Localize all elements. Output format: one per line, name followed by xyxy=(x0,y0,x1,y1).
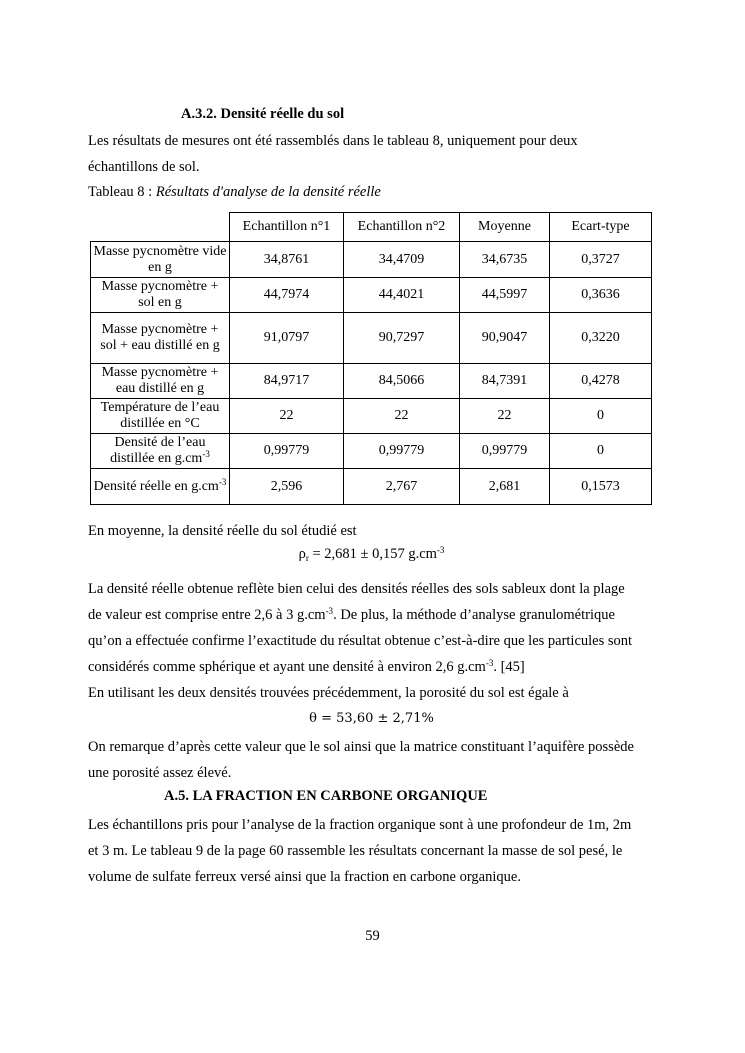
table-header: Ecart-type xyxy=(550,213,652,242)
table-header-row xyxy=(91,213,652,242)
section2-heading: A.5. LA FRACTION EN CARBONE ORGANIQUE xyxy=(164,788,488,804)
table-cell: 34,8761 xyxy=(230,242,344,278)
table-cell: 0 xyxy=(550,434,652,469)
table-row xyxy=(91,434,652,469)
table-cell: 22 xyxy=(230,399,344,434)
table-row xyxy=(91,399,652,434)
table-cell: 34,6735 xyxy=(460,242,550,278)
para2-line-2: de valeur est comprise entre 2,6 à 3 $g.cm^{-3}$. De plus, la méthode d’analyse granulométrique xyxy=(88,606,615,623)
table-cell: 22 xyxy=(460,399,550,434)
table-header: Echantillon n°1 xyxy=(230,213,344,242)
row-label: Densité de l’eau distillée en $g.cm^{-3}$ xyxy=(91,434,230,469)
table-cell: 0 xyxy=(550,399,652,434)
para5-line-1: Les échantillons pris pour l’analyse de la fraction organique sont à une profondeur de 1m, 2m xyxy=(88,817,632,833)
para4-line-1: On remarque d’après cette valeur que le sol ainsi que la matrice constituant l’aquifère possède xyxy=(88,739,634,755)
table-caption-prefix: Tableau 8 : xyxy=(88,184,156,200)
formula-density-text: $\rho_r = 2,681 \pm 0,157$ $g.cm^{-3}$ xyxy=(298,545,445,563)
section-heading: A.3.2. Densité réelle du sol xyxy=(181,106,345,122)
para5-line-2: et 3 m. Le tableau 9 de la page 60 rassemble les résultats concernant la masse de sol pesé, le xyxy=(88,843,623,859)
table-cell: 0,99779 xyxy=(230,434,344,469)
table-cell: 84,9717 xyxy=(230,364,344,399)
table-cell: 2,596 xyxy=(230,469,344,505)
table-cell: 90,7297 xyxy=(344,313,460,364)
table-caption xyxy=(88,184,381,201)
table-cell: 84,7391 xyxy=(460,364,550,399)
row-label: Masse pycnomètre + sol + eau distillé en g xyxy=(91,313,230,364)
table-header: Echantillon n°2 xyxy=(344,213,460,242)
table-row xyxy=(91,278,652,313)
table-cell: 44,4021 xyxy=(344,278,460,313)
table-cell: 0,4278 xyxy=(550,364,652,399)
table-cell: 0,3727 xyxy=(550,242,652,278)
table-row xyxy=(91,364,652,399)
page-number: 59 xyxy=(365,928,380,944)
table-cell: 0,3636 xyxy=(550,278,652,313)
para5-line-3: volume de sulfate ferreux versé ainsi que la fraction en carbone organique. xyxy=(88,869,521,885)
table-cell: 44,5997 xyxy=(460,278,550,313)
table-cell: 2,767 xyxy=(344,469,460,505)
formula-density xyxy=(88,546,655,563)
table-cell: 0,3220 xyxy=(550,313,652,364)
intro-line-2: échantillons de sol. xyxy=(88,159,200,175)
table-cell: 91,0797 xyxy=(230,313,344,364)
table-cell: 34,4709 xyxy=(344,242,460,278)
para2-line-1: La densité réelle obtenue reflète bien celui des densités réelles des sols sableux dont la plage xyxy=(88,581,625,597)
row-label: Masse pycnomètre vide en g xyxy=(91,242,230,278)
table-header: Moyenne xyxy=(460,213,550,242)
table-cell: 0,1573 xyxy=(550,469,652,505)
table-row xyxy=(91,242,652,278)
row-label: Masse pycnomètre + eau distillé en g xyxy=(91,364,230,399)
row-label: Masse pycnomètre + sol en g xyxy=(91,278,230,313)
formula-porosity: θ = 53,60 ± 2,71% xyxy=(309,711,434,726)
table-cell: 0,99779 xyxy=(344,434,460,469)
table-row xyxy=(91,313,652,364)
table-cell: 0,99779 xyxy=(460,434,550,469)
table-cell: 2,681 xyxy=(460,469,550,505)
table-caption-title: Résultats d'analyse de la densité réelle xyxy=(155,184,381,200)
table-cell: 22 xyxy=(344,399,460,434)
intro-line-1: Les résultats de mesures ont été rassemblés dans le tableau 8, uniquement pour deux xyxy=(88,133,578,149)
table-row xyxy=(91,469,652,505)
density-table xyxy=(90,212,652,505)
table-cell: 44,7974 xyxy=(230,278,344,313)
table-cell: 84,5066 xyxy=(344,364,460,399)
para4-line-2: une porosité assez élevé. xyxy=(88,765,232,781)
row-label: Densité réelle en $g.cm^{-3}$ xyxy=(91,469,230,505)
table-corner xyxy=(91,213,230,242)
mean-sentence: En moyenne, la densité réelle du sol étudié est xyxy=(88,523,357,539)
row-label: Température de l’eau distillée en °C xyxy=(91,399,230,434)
para2-line-4: considérés comme sphérique et ayant une densité à environ 2,6 $g.cm^{-3}$. [45] xyxy=(88,658,525,675)
table-cell: 90,9047 xyxy=(460,313,550,364)
para2-line-3: qu’on a effectuée confirme l’exactitude du résultat obtenue c’est-à-dire que les particules sont xyxy=(88,633,633,649)
para3: En utilisant les deux densités trouvées précédemment, la porosité du sol est égale à xyxy=(88,685,569,701)
